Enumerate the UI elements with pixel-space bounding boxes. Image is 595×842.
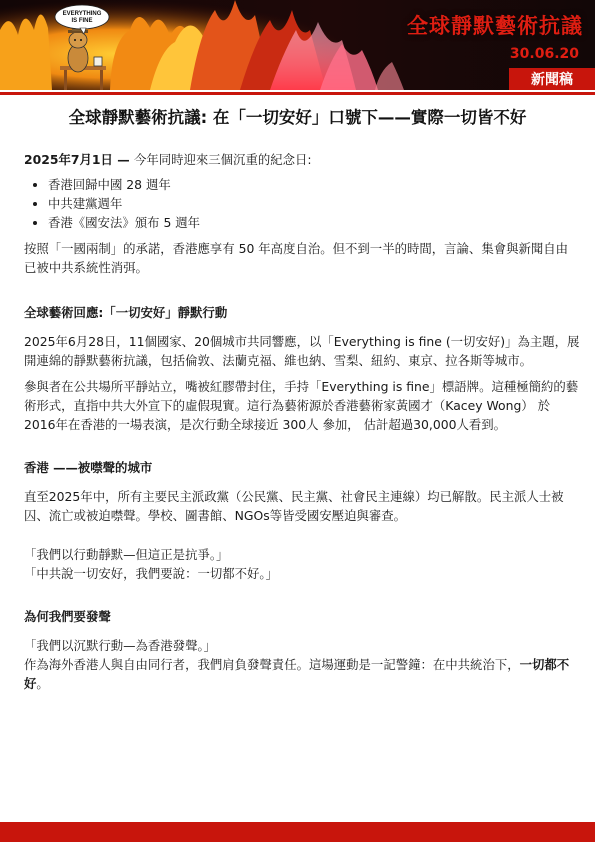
intro-dash: — [112,152,134,167]
section-heading-why-speak: 為何我們要發聲 [24,609,111,624]
list-item: • 香港《國安法》頒布 5 週年 [48,213,580,232]
article-headline: 全球靜默藝術抗議: 在「一切安好」口號下——實際一切皆不好 [68,108,527,127]
footer-bar [0,822,595,842]
article-body [24,150,580,693]
intro-line [24,150,580,169]
section2-paragraph-1: 直至2025年中，所有主要民主派政黨（公民黨、民主黨、社會民主連線）均已解散。民主派人士被囚、流亡或被迫噤聲。學校、圖書館、NGOs等皆受國安壓迫與審查。 [24,489,564,523]
list-item: • 香港回歸中國 28 週年 [48,175,580,194]
section-heading-global-response: 全球藝術回應:「一切安好」靜默行動 [24,305,228,320]
bubble-text-line2: IS FINE [71,18,93,24]
intro-paragraph: 按照「一國兩制」的承諾，香港應享有 50 年高度自治。但不到一半的時間，言論、集會與新聞自由已被中共系統性消弭。 [24,241,569,275]
closing-period: 。 [36,676,49,691]
press-release-tag: 新聞稿 [509,68,595,90]
header-divider [0,92,595,95]
quote-speak-for-hong-kong: 「我們以沉默行動—為香港發聲。」 [24,638,217,653]
brand-block [407,10,583,62]
campaign-date: 30.06.20 [509,46,579,62]
anniversary-list [24,175,580,232]
closing-text: 作為海外香港人與自由同行者，我們肩負發聲責任。這場運動是一記警鐘：在中共統治下， [24,657,520,672]
intro-date: 2025年7月1日 [24,152,113,167]
quote-everything-not-fine: 「中共說一切安好，我們要說：一切都不好。」 [24,566,279,581]
list-item: • 中共建黨週年 [48,194,580,213]
intro-text: 今年同時迎來三個沉重的紀念日: [133,152,312,167]
section1-paragraph-1: 2025年6月28日，11個國家、20個城市共同響應，以「Everything is fine (一切安好)」為主題，展開連綿的靜默藝術抗議，包括倫敦、法蘭克福、維也納、雪梨、紐約、東京、拉各斯等城市。 [24,334,580,368]
quote-silence-is-resistance: 「我們以行動靜默—但這正是抗爭。」 [24,547,229,562]
section1-paragraph-2: 參與者在公共場所平靜站立，嘴被紅膠帶封住，手持「Everything is fine」標語牌。這種極簡約的藝術形式，直指中共大外宣下的虛假現實。這行為藝術源於香港藝術家黃國才（Kacey Wong） 於2016年在香港的一場表演，是次行動全球接近 300人 參加， 估計超過30,000人看到。 [24,379,579,432]
header-banner [0,0,595,90]
closing-emphasis: 一切都不好 [24,657,570,691]
section-heading-hong-kong: 香港 ——被噤聲的城市 [24,460,153,475]
campaign-title: 全球靜默藝術抗議 [407,14,583,38]
closing-paragraph [24,655,580,693]
bubble-text-line1: EVERYTHING [62,11,102,17]
